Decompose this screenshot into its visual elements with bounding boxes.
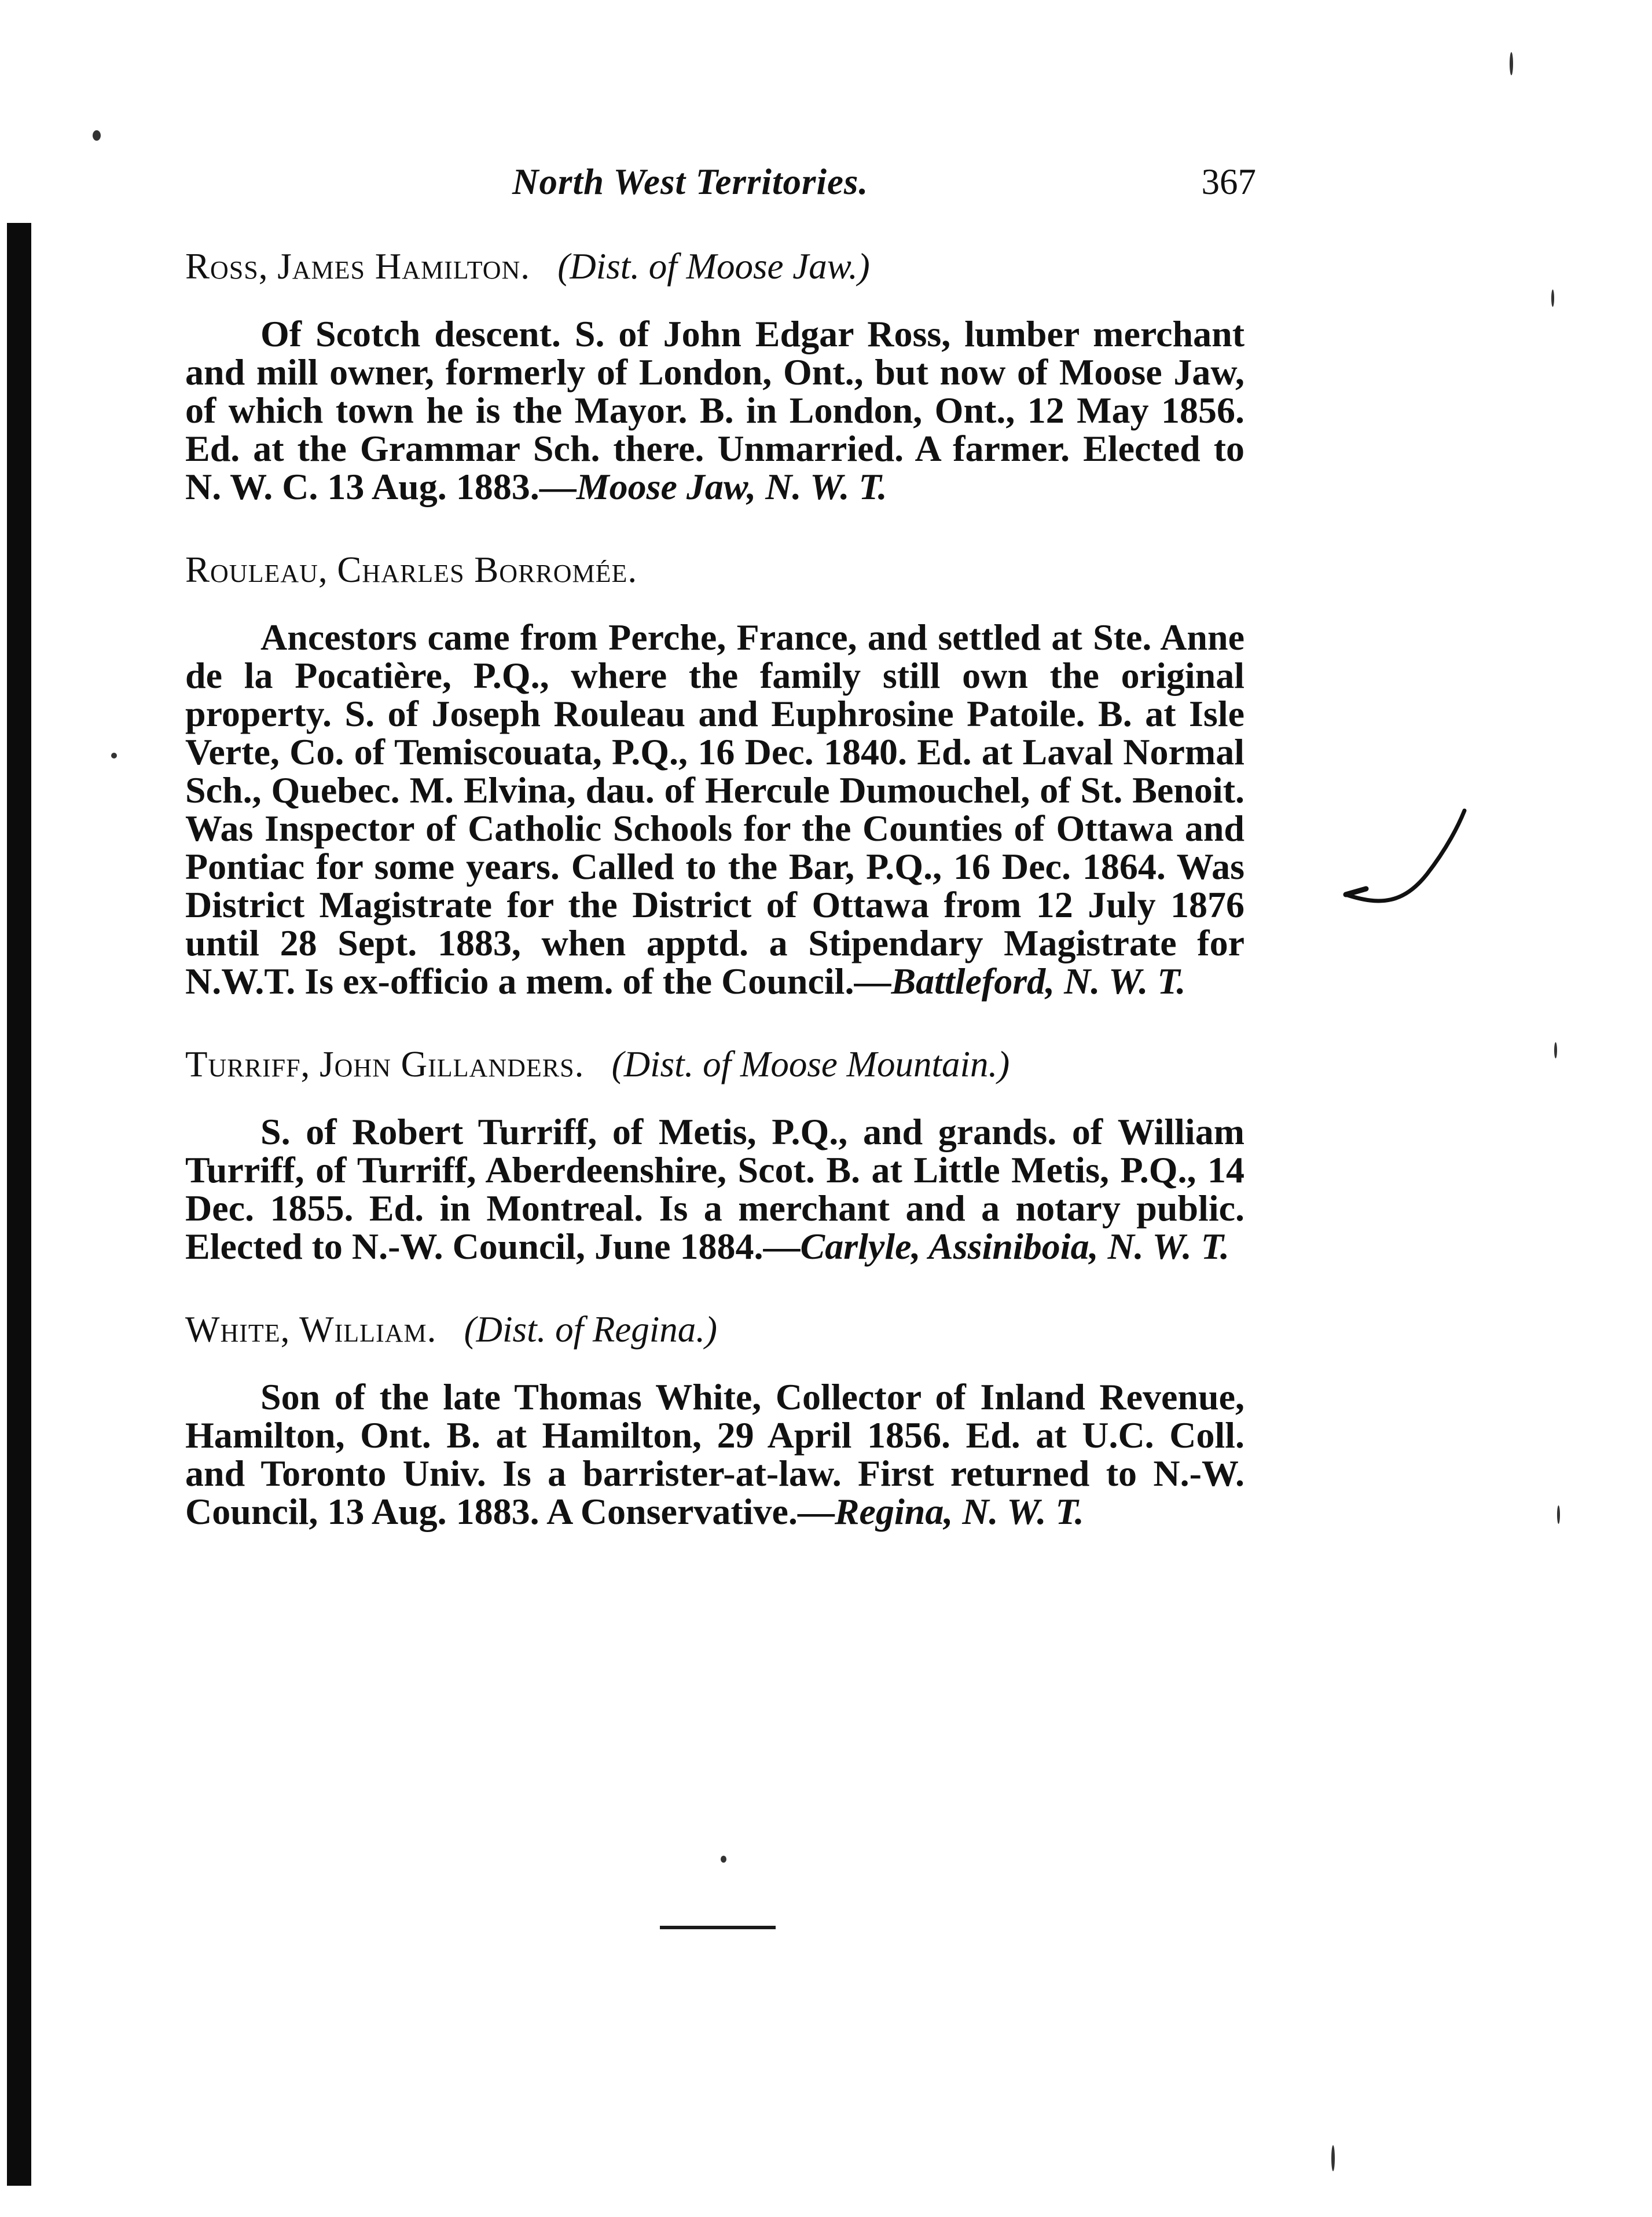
entry-given-names: James Hamilton. (277, 246, 531, 287)
entry-biography (185, 315, 1244, 506)
entry-surname: Ross, (185, 246, 269, 287)
page-body (185, 243, 1244, 1571)
entry-heading (185, 243, 1244, 290)
entry-residence: Battleford, N. W. T. (891, 961, 1186, 1002)
scan-speck (721, 1856, 726, 1863)
entry-district: (Dist. of Moose Jaw.) (557, 246, 870, 287)
entry-biography (185, 1113, 1244, 1266)
entry-heading (185, 547, 1244, 593)
scan-speck (1331, 2145, 1335, 2171)
scan-speck (1510, 52, 1513, 75)
entry-biography (185, 1378, 1244, 1531)
running-title: North West Territories. (512, 162, 869, 202)
biography-text: Ancestors came from Perche, France, and settled at Ste. Anne de la Pocatière, P.Q., where the family still own the original property. S. of Joseph Rouleau and Euphrosine Patoile. B. at Isle Verte, Co. of Temiscouata, P.Q., 16 Dec. 1840. Ed. at Laval Normal Sch., Quebec. M. Elvina, dau. of Hercule Dumouchel, of St. Benoit. Was Inspector of Catholic Schools for the Counties of Ottawa and Pontiac for some years. Called to the Bar, P.Q., 16 Dec. 1864. Was District Magistrate for the District of Ottawa from 12 July 1876 until 28 Sept. 1883, when apptd. a Stipendary Magistrate for N.W.T. Is ex-officio a mem. of the Council.— (185, 617, 1244, 1002)
entry-heading (185, 1306, 1244, 1353)
entry-biography (185, 618, 1244, 1001)
entry-white (185, 1306, 1244, 1531)
entry-district: (Dist. of Regina.) (464, 1309, 718, 1350)
scan-speck (111, 753, 117, 758)
page-header (486, 161, 1256, 213)
entry-residence: Moose Jaw, N. W. T. (576, 466, 887, 507)
biography-text: S. of Robert Turriff, of Metis, P.Q., and grands. of William Turriff, of Turriff, Aberdeenshire, Scot. B. at Little Metis, P.Q., 14 Dec. 1855. Ed. in Montreal. Is a merchant and a notary public. Elected to N.-W. Council, June 1884.— (185, 1111, 1244, 1267)
biography-text: Of Scotch descent. S. of John Edgar Ross, lumber merchant and mill owner, formerly of London, Ont., but now of Moose Jaw, of which town he is the Mayor. B. in London, Ont., 12 May 1856. Ed. at the Grammar Sch. there. Unmarried. A farmer. Elected to N. W. C. 13 Aug. 1883.— (185, 313, 1244, 507)
scan-speck (1551, 290, 1554, 307)
biography-text: Son of the late Thomas White, Collector of Inland Revenue, Hamilton, Ont. B. at Hamilton, 29 April 1856. Ed. at U.C. Coll. and Toronto Univ. Is a barrister-at-law. First returned to N.-W. Council, 13 Aug. 1883. A Conservative.— (185, 1376, 1244, 1532)
entry-residence: Carlyle, Assiniboia, N. W. T. (800, 1226, 1229, 1267)
entry-turriff (185, 1041, 1244, 1266)
scan-speck (93, 130, 101, 141)
entry-surname: Turriff, (185, 1044, 311, 1084)
page-number: 367 (1201, 162, 1256, 202)
scan-speck (1554, 1042, 1557, 1058)
end-rule (660, 1926, 776, 1929)
pencil-checkmark-icon (1340, 805, 1473, 909)
entry-surname: White, (185, 1309, 291, 1350)
entry-heading (185, 1041, 1244, 1087)
entry-surname: Rouleau, (185, 549, 328, 590)
entry-ross (185, 243, 1244, 506)
scan-speck (1557, 1505, 1560, 1524)
entry-given-names: Charles Borromée. (337, 549, 638, 590)
entry-rouleau (185, 547, 1244, 1001)
binding-edge (7, 223, 31, 2186)
entry-district: (Dist. of Moose Mountain.) (611, 1044, 1010, 1084)
entry-given-names: John Gillanders. (320, 1044, 585, 1084)
entry-given-names: William. (299, 1309, 437, 1350)
entry-residence: Regina, N. W. T. (834, 1491, 1084, 1532)
